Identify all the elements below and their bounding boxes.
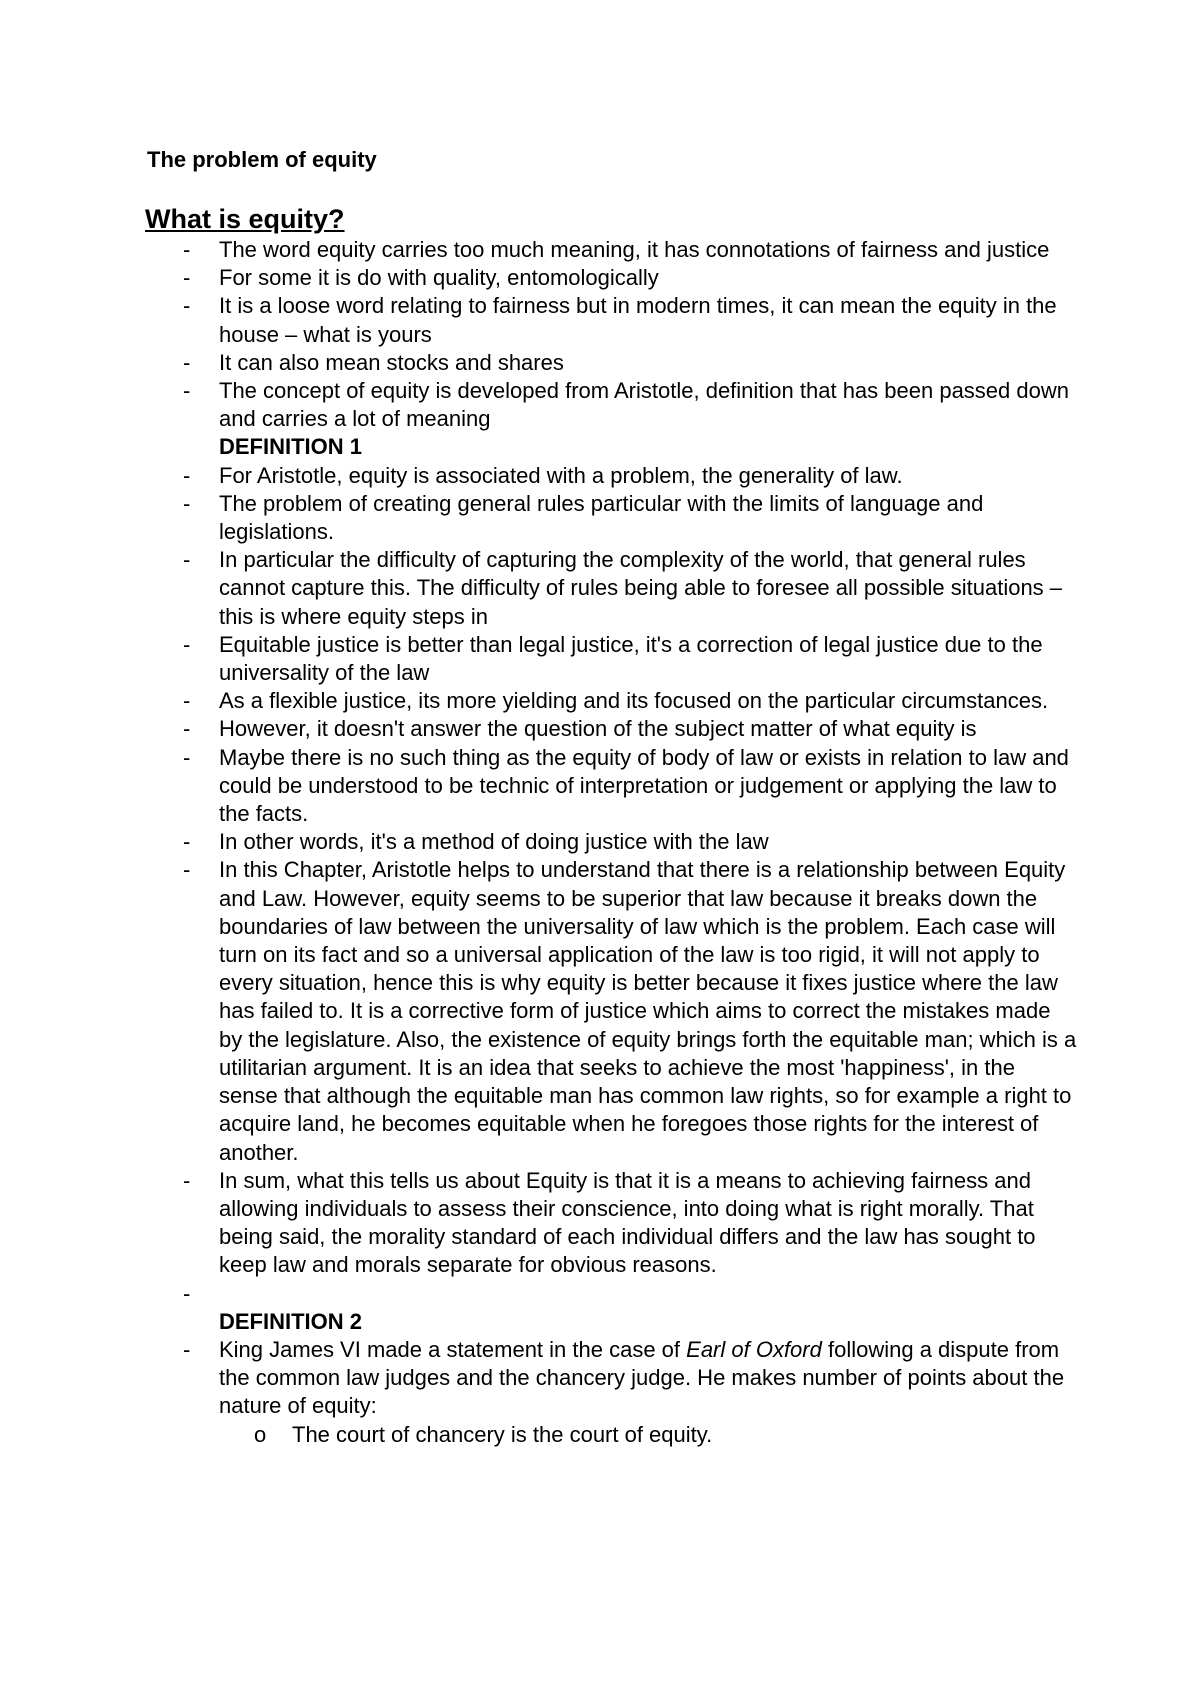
bullet-circle: o: [254, 1421, 267, 1447]
case-name: Earl of Oxford: [686, 1336, 822, 1362]
list-item-text: Equitable justice is better than legal justice, it's a correction of legal justice due to the universality of the law: [219, 631, 1043, 686]
list-item: [0, 1280, 1079, 1308]
bullet-dash: -: [183, 1280, 191, 1306]
list-item: [0, 1167, 1079, 1280]
list-item: [0, 631, 1079, 687]
list-item-text: The concept of equity is developed from Aristotle, definition that has been passed down and carries a lot of meaning: [219, 378, 1069, 432]
document-body: [0, 236, 1200, 1449]
list-item-text: The word equity carries too much meaning, it has connotations of fairness and justice: [219, 237, 1050, 262]
definition-1-bullet-list: [0, 462, 1200, 1308]
bullet-dash: -: [183, 829, 191, 855]
bullet-dash: -: [183, 688, 191, 714]
bullet-dash: -: [183, 462, 191, 488]
list-item-text: For Aristotle, equity is associated with a problem, the generality of law.: [219, 462, 903, 488]
bullet-dash: -: [183, 1167, 191, 1193]
definition-2-sub-list: [0, 1421, 1200, 1449]
list-item-text: [219, 1280, 1079, 1308]
list-item-text: In sum, what this tells us about Equity is that it is a means to achieving fairness and allowing individuals to assess their conscience, into doing what is right morally. That being said, the morality standard of each individual differs and the law has sought to keep law and morals separate for obvious reasons.: [219, 1167, 1036, 1278]
list-item: [0, 856, 1079, 1166]
list-item-text: However, it doesn't answer the question of the subject matter of what equity is: [219, 716, 977, 742]
list-item: [0, 236, 1079, 264]
list-item: [0, 292, 1079, 348]
bullet-dash: -: [183, 349, 191, 375]
list-item: [0, 546, 1079, 631]
list-item: [0, 490, 1079, 546]
bullet-dash: -: [183, 857, 191, 883]
list-item-text: It can also mean stocks and shares: [219, 349, 564, 375]
list-item-text: For some it is do with quality, entomologically: [219, 265, 659, 291]
bullet-dash: -: [183, 490, 191, 516]
list-item: [0, 744, 1079, 829]
list-item: [0, 377, 1079, 433]
list-item: [0, 264, 1079, 292]
bullet-dash: -: [183, 716, 191, 742]
list-item: [0, 828, 1079, 856]
sub-list-item: [0, 1421, 1080, 1449]
list-item-text: As a flexible justice, its more yielding and its focused on the particular circumstances.: [219, 688, 1049, 714]
section-heading: What is equity?: [145, 204, 345, 234]
bullet-dash: -: [183, 1336, 191, 1362]
list-item: [0, 462, 1079, 490]
list-item-text: The problem of creating general rules particular with the limits of language and legislations.: [219, 490, 984, 545]
list-item-text: Maybe there is no such thing as the equity of body of law or exists in relation to law and could be understood to be technic of interpretation or judgement or applying the law to the facts.: [219, 744, 1069, 827]
list-item-text: It is a loose word relating to fairness but in modern times, it can mean the equity in the house – what is yours: [219, 293, 1057, 347]
definition-1-label: DEFINITION 1: [219, 434, 363, 460]
bullet-dash: -: [183, 293, 191, 319]
document-title: The problem of equity: [147, 147, 377, 172]
list-item-text: In particular the difficulty of capturing the complexity of the world, that general rules cannot capture this. The difficulty of rules being able to foresee all possible situations – this is where equity steps in: [219, 547, 1063, 629]
bullet-dash: -: [183, 547, 191, 573]
list-item-text: In other words, it's a method of doing justice with the law: [219, 829, 769, 855]
bullet-dash: -: [183, 744, 191, 770]
list-item: [0, 687, 1079, 715]
list-item-text: In this Chapter, Aristotle helps to understand that there is a relationship between Equity and Law. However, equity seems to be superior that law because it breaks down the boundaries of law between the universality of law which is the problem. Each case will turn on its fact and so a universal application of the law is too rigid, it will not apply to every situation, hence this is why equity is better because it fixes justice where the law has failed to. It is a corrective form of justice which aims to correct the mistakes made by the legislature. Also, the existence of equity brings forth the equitable man; which is a utilitarian argument. It is an idea that seeks to achieve the most 'happiness', in the sense that although the equitable man has common law rights, so for example a right to acquire land, he becomes equitable when he foregoes those rights for the interest of another.: [219, 857, 1077, 1165]
bullet-dash: -: [183, 265, 191, 291]
list-item: [0, 349, 1079, 377]
list-item-text: King James VI made a statement in the case of Earl of Oxford following a dispute from the common law judges and the chancery judge. He makes number of points about the nature of equity:: [219, 1336, 1065, 1419]
bullet-dash: -: [183, 378, 191, 404]
list-item-text: The court of chancery is the court of equity.: [292, 1421, 713, 1447]
definition-2-label: DEFINITION 2: [219, 1308, 363, 1334]
list-item: [0, 715, 1079, 743]
bullet-dash: -: [183, 631, 191, 657]
intro-bullet-list: [0, 236, 1200, 433]
bullet-dash: -: [183, 237, 191, 262]
list-item: [0, 1336, 1079, 1421]
